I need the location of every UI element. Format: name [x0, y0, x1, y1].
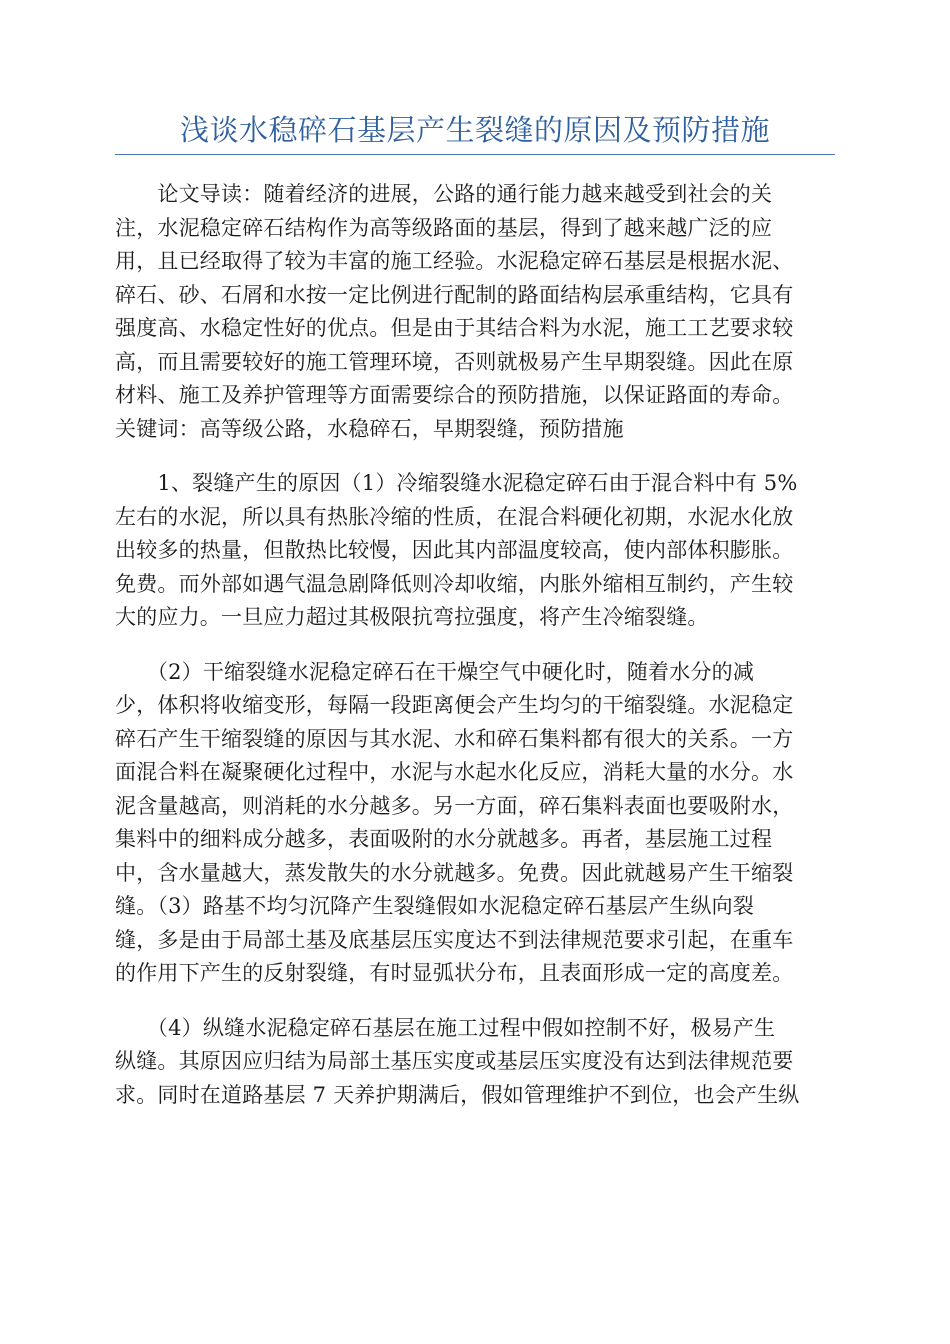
text-line: 强度高、水稳定性好的优点。但是由于其结合料为水泥，施工工艺要求较: [115, 316, 794, 340]
text-line: 纵缝。其原因应归结为局部土基压实度或基层压实度没有达到法律规范要: [115, 1049, 794, 1073]
text-line: 面混合料在凝聚硬化过程中，水泥与水起水化反应，消耗大量的水分。水: [115, 760, 794, 784]
text-line: （4）纵缝水泥稳定碎石基层在施工过程中假如控制不好，极易产生: [115, 1015, 776, 1040]
text-line: 用，且已经取得了较为丰富的施工经验。水泥稳定碎石基层是根据水泥、: [115, 249, 794, 273]
text-line: 材料、施工及养护管理等方面需要综合的预防措施，以保证路面的寿命。: [115, 383, 794, 407]
text-line: 碎石产生干缩裂缝的原因与其水泥、水和碎石集料都有很大的关系。一方: [115, 726, 794, 751]
document-body: [115, 178, 835, 1112]
text-line: 大的应力。一旦应力超过其极限抗弯拉强度，将产生冷缩裂缝。: [115, 605, 709, 629]
text-line: 碎石、砂、石屑和水按一定比例进行配制的路面结构层承重结构，它具有: [115, 282, 794, 307]
text-line: 左右的水泥，所以具有热胀冷缩的性质，在混合料硬化初期，水泥水化放: [115, 504, 794, 529]
paragraph-abstract: [115, 178, 835, 446]
text-line: 的作用下产生的反射裂缝，有时显弧状分布，且表面形成一定的高度差。: [115, 961, 794, 985]
text-line: 论文导读：随着经济的进展，公路的通行能力越来越受到社会的关: [115, 182, 773, 206]
text-line: （2）干缩裂缝水泥稳定碎石在干燥空气中硬化时，随着水分的减: [115, 659, 755, 684]
text-line: 缝，多是由于局部土基及底基层压实度达不到法律规范要求引起，在重车: [115, 927, 794, 952]
keywords-line: 关键词：高等级公路，水稳碎石，早期裂缝，预防措施: [115, 416, 624, 441]
text-line: 少，体积将收缩变形，每隔一段距离便会产生均匀的干缩裂缝。水泥稳定: [115, 693, 794, 717]
paragraph-section-1: [115, 467, 835, 635]
text-line: 注，水泥稳定碎石结构作为高等级路面的基层，得到了越来越广泛的应: [115, 215, 773, 240]
text-line: 泥含量越高，则消耗的水分越多。另一方面，碎石集料表面也要吸附水，: [115, 793, 794, 818]
text-line: 高，而且需要较好的施工管理环境，否则就极易产生早期裂缝。因此在原: [115, 349, 794, 374]
text-line: 中，含水量越大，蒸发散失的水分就越多。免费。因此就越易产生干缩裂: [115, 860, 794, 885]
text-line: 出较多的热量，但散热比较慢，因此其内部温度较高，使内部体积膨胀。: [115, 538, 794, 562]
document-title: 浅谈水稳碎石基层产生裂缝的原因及预防措施: [179, 113, 770, 147]
paragraph-section-2: [115, 656, 835, 991]
text-line: 1、裂缝产生的原因（1）冷缩裂缝水泥稳定碎石由于混合料中有 5%: [115, 471, 798, 495]
text-line: 缝。（3）路基不均匀沉降产生裂缝假如水泥稳定碎石基层产生纵向裂: [115, 894, 755, 918]
text-line: 免费。而外部如遇气温急剧降低则冷却收缩，内胀外缩相互制约，产生较: [115, 571, 794, 596]
text-line: 集料中的细料成分越多，表面吸附的水分就越多。再者，基层施工过程: [115, 827, 773, 851]
title-underline: [115, 154, 835, 155]
text-line: 求。同时在道路基层 7 天养护期满后，假如管理维护不到位，也会产生纵: [115, 1082, 800, 1107]
paragraph-section-4: [115, 1012, 835, 1113]
